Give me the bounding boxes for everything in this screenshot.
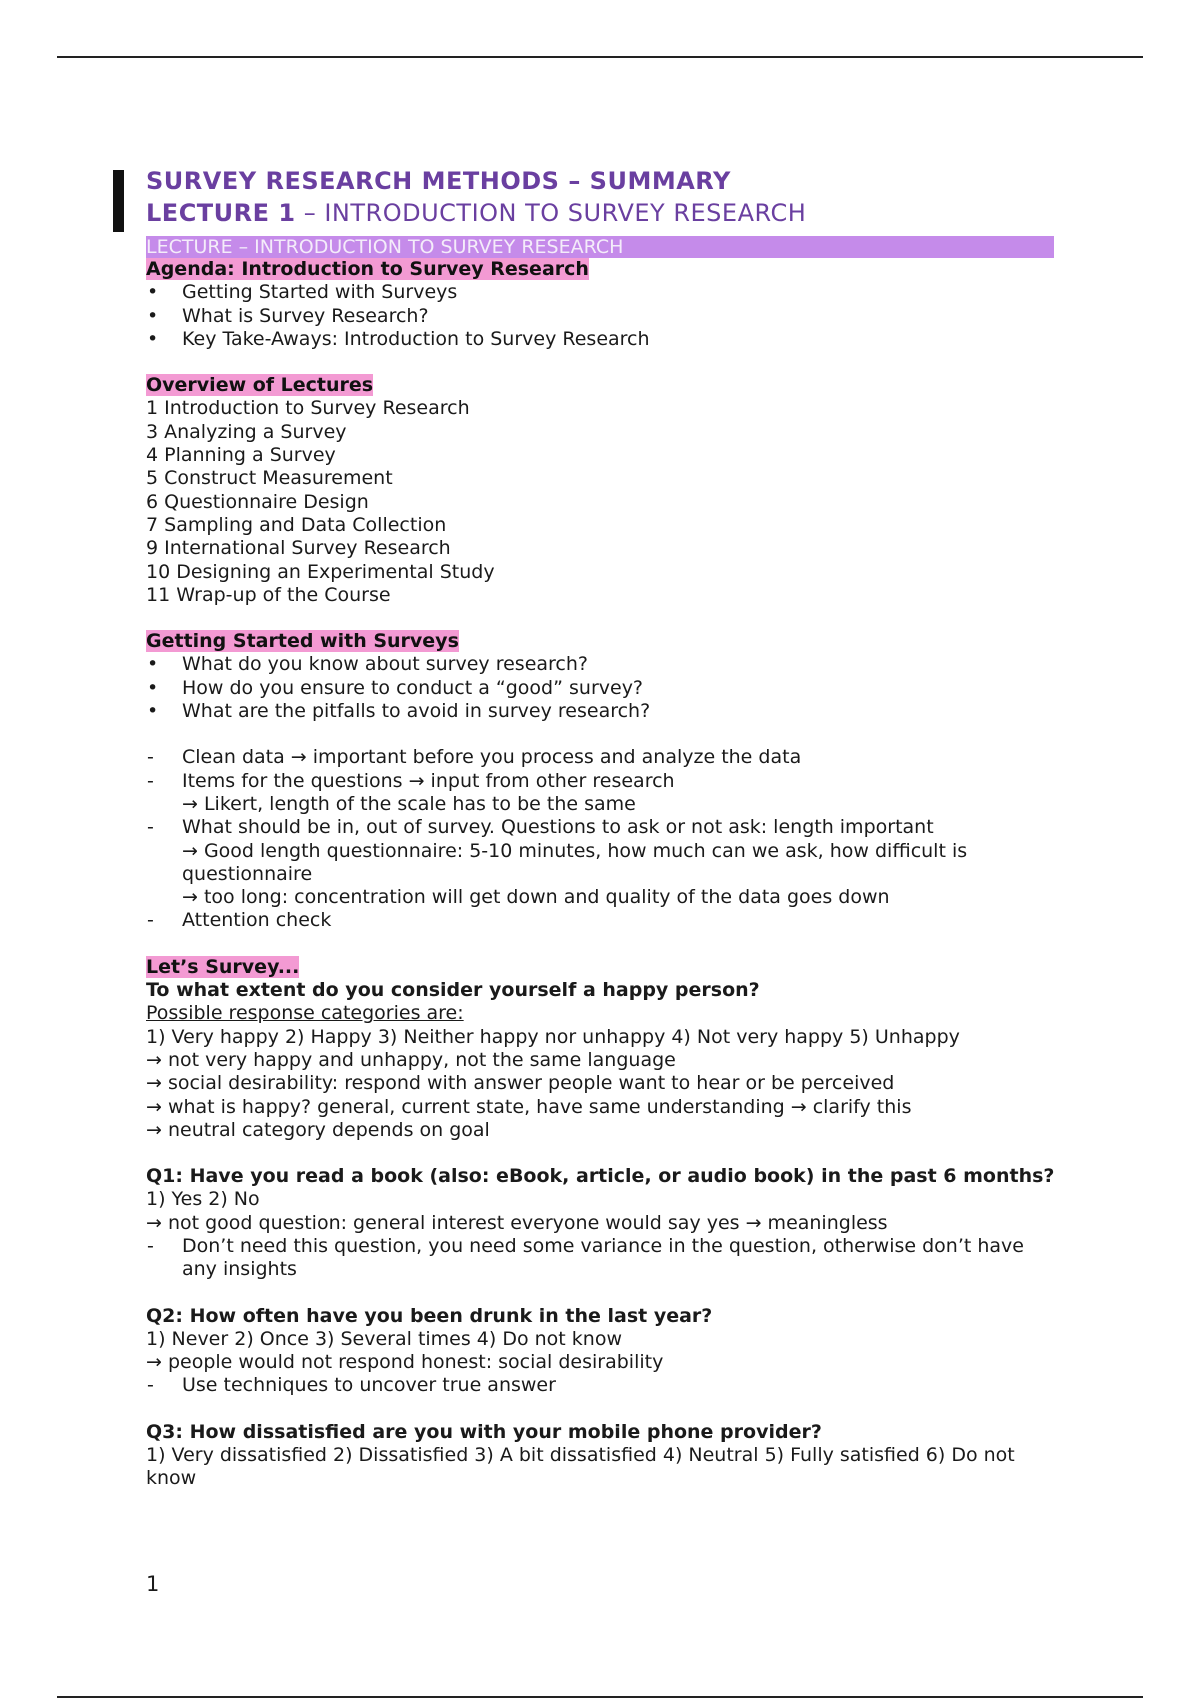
- note-item: [146, 909, 1056, 932]
- agenda-item: • Getting Started with Surveys: [146, 281, 1056, 304]
- lecture-band: LECTURE – INTRODUCTION TO SURVEY RESEARCH: [146, 236, 1054, 258]
- q2-responses: 1) Never 2) Once 3) Several times 4) Do not know: [146, 1327, 623, 1350]
- note-item: [146, 746, 1056, 769]
- agenda-list: [146, 281, 1056, 351]
- q1-note: → not good question: general interest everyone would say yes → meaningless: [146, 1211, 888, 1234]
- q1-dash-list: [146, 1235, 1056, 1282]
- q3-section: [146, 1421, 1056, 1491]
- overview-item: 10 Designing an Experimental Study: [146, 560, 495, 583]
- getting-started-question: • How do you ensure to conduct a “good” survey?: [146, 677, 1056, 700]
- getting-started-questions: [146, 653, 1056, 723]
- getting-started-notes: [146, 746, 1056, 932]
- agenda-heading: Agenda: Introduction to Survey Research: [146, 258, 589, 280]
- survey-question: To what extent do you consider yourself a happy person?: [146, 979, 760, 1002]
- q2-section: [146, 1305, 1056, 1398]
- survey-note: → not very happy and unhappy, not the same language: [146, 1048, 676, 1071]
- q1-dash-item: - Don’t need this question, you need some variance in the question, otherwise don’t have any insights: [146, 1235, 1056, 1282]
- agenda-item: • What is Survey Research?: [146, 305, 1056, 328]
- note-text: - Items for the questions → input from other research: [182, 769, 675, 792]
- note-text: Clean data → important before you process and analyze the data: [182, 746, 802, 769]
- getting-started-question: • What are the pitfalls to avoid in survey research?: [146, 700, 1056, 723]
- q1-question: Q1: Have you read a book (also: eBook, article, or audio book) in the past 6 months?: [146, 1165, 1055, 1188]
- lets-survey-heading: Let’s Survey...: [146, 955, 300, 978]
- footer-rule: [57, 1696, 1143, 1698]
- note-item: [146, 816, 1056, 909]
- lets-survey-section: [146, 956, 1056, 1142]
- overview-item: 9 International Survey Research: [146, 537, 451, 560]
- lecture-number: LECTURE 1: [146, 199, 296, 227]
- note-item: [146, 770, 1056, 817]
- getting-started-heading: Getting Started with Surveys: [146, 630, 459, 653]
- page-number: 1: [146, 1572, 160, 1596]
- agenda-item: • Key Take-Aways: Introduction to Survey Research: [146, 328, 1056, 351]
- note-subtext: → Good length questionnaire: 5-10 minutes, how much can we ask, how difficult is questionnaire: [182, 839, 968, 885]
- overview-item: 4 Planning a Survey: [146, 444, 336, 467]
- q2-dash-list: [146, 1374, 1056, 1397]
- q2-note: → people would not respond honest: social desirability: [146, 1351, 664, 1374]
- q3-responses: 1) Very dissatisfied 2) Dissatisfied 3) A bit dissatisfied 4) Neutral 5) Fully satisfied 6) Do not know: [146, 1444, 1015, 1490]
- lecture-subtitle: [146, 196, 1056, 230]
- overview-item: 1 Introduction to Survey Research: [146, 397, 470, 420]
- q3-question: Q3: How dissatisfied are you with your mobile phone provider?: [146, 1420, 822, 1443]
- note-subtext: → Likert, length of the scale has to be the same: [182, 792, 636, 815]
- note-text: Attention check: [182, 909, 332, 932]
- response-options: 1) Very happy 2) Happy 3) Neither happy nor unhappy 4) Not very happy 5) Unhappy: [146, 1025, 960, 1048]
- header-rule: [57, 56, 1143, 58]
- document-title: SURVEY RESEARCH METHODS – SUMMARY: [146, 167, 731, 195]
- overview-item: 7 Sampling and Data Collection: [146, 513, 447, 536]
- overview-item: 3 Analyzing a Survey: [146, 420, 347, 443]
- overview-heading: Overview of Lectures: [146, 374, 374, 397]
- getting-started-section: [146, 630, 1056, 933]
- response-label: Possible response categories are:: [146, 1002, 464, 1025]
- note-text: - What should be in, out of survey. Questions to ask or not ask: length important: [182, 816, 934, 839]
- overview-item: 11 Wrap-up of the Course: [146, 583, 391, 606]
- overview-section: [146, 374, 1056, 607]
- survey-note: → social desirability: respond with answer people want to hear or be perceived: [146, 1072, 895, 1095]
- q1-section: [146, 1165, 1056, 1281]
- document-body: [146, 166, 1056, 1491]
- q2-question: Q2: How often have you been drunk in the last year?: [146, 1304, 713, 1327]
- heading-side-bar: [113, 170, 124, 232]
- survey-note: → neutral category depends on goal: [146, 1118, 490, 1141]
- agenda-section: [146, 258, 1056, 351]
- getting-started-question: • What do you know about survey research?: [146, 653, 1056, 676]
- q2-dash-item: - Use techniques to uncover true answer: [146, 1374, 1056, 1397]
- q1-responses: 1) Yes 2) No: [146, 1188, 260, 1211]
- note-subtext: → too long: concentration will get down and quality of the data goes down: [182, 886, 890, 909]
- overview-item: 5 Construct Measurement: [146, 467, 393, 490]
- overview-item: 6 Questionnaire Design: [146, 490, 369, 513]
- survey-note: → what is happy? general, current state, have same understanding → clarify this: [146, 1095, 912, 1118]
- lecture-subtitle-text: – INTRODUCTION TO SURVEY RESEARCH: [295, 199, 807, 227]
